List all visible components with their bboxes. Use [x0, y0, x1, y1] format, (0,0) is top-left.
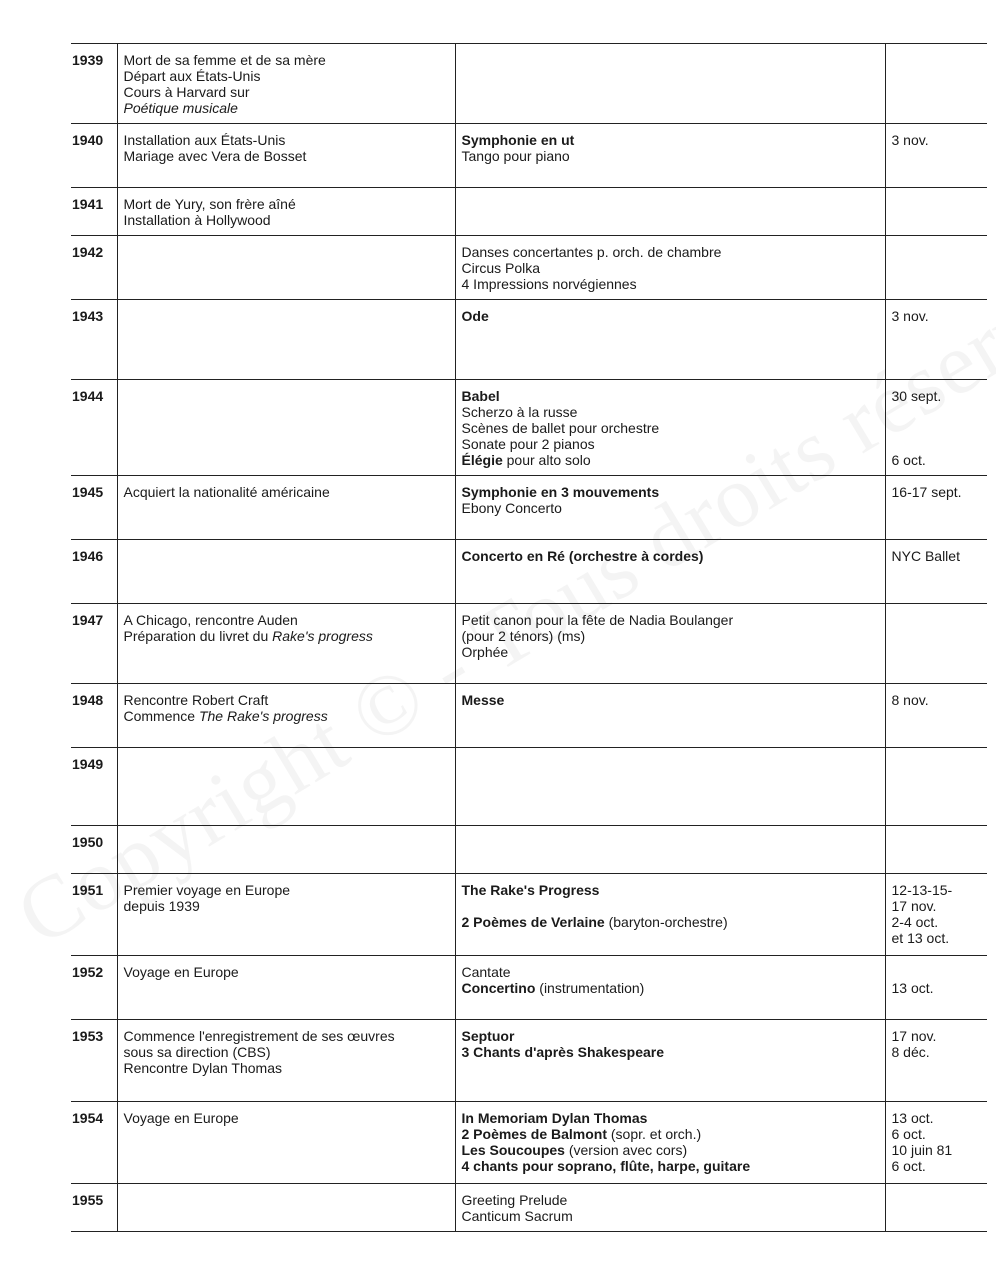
year-cell: 1946 [72, 548, 104, 564]
work-line [462, 548, 879, 564]
work-title: 4 chants pour soprano, flûte, harpe, guitare [461, 1158, 751, 1174]
works-cell [455, 380, 885, 476]
life-event-text: Mort de Yury, son frère aîné [123, 196, 296, 212]
work-title: Concerto en Ré (orchestre à cordes) [461, 548, 704, 564]
life-event-text: Installation aux États-Unis [123, 132, 286, 148]
premiere-dates-cell [885, 44, 987, 124]
life-events-cell [117, 826, 455, 874]
work-line [462, 644, 879, 660]
premiere-dates-cell [885, 236, 987, 300]
premiere-dates-cell [885, 540, 987, 604]
life-event-text: Installation à Hollywood [123, 212, 271, 228]
life-events-cell [117, 1102, 455, 1184]
year-cell: 1952 [72, 964, 104, 980]
premiere-date: 3 nov. [891, 132, 929, 148]
life-event-text: The Rake's progress [198, 708, 328, 724]
life-events-cell [117, 1184, 455, 1232]
premiere-date [892, 404, 982, 420]
life-events-cell [117, 236, 455, 300]
premiere-date: 16-17 sept. [891, 484, 962, 500]
premiere-dates-cell [885, 956, 987, 1020]
works-cell [455, 604, 885, 684]
life-event-text: Acquiert la nationalité américaine [123, 484, 330, 500]
life-events-cell [117, 44, 455, 124]
chronology-row [71, 236, 987, 300]
work-title: 3 Chants d'après Shakespeare [461, 1044, 665, 1060]
works-cell [455, 684, 885, 748]
work-line [462, 1142, 879, 1158]
life-event-text: Rake's progress [272, 628, 373, 644]
work-title: Septuor [461, 1028, 515, 1044]
life-event-line [124, 882, 449, 898]
work-line [462, 1028, 879, 1044]
premiere-date: 13 oct. [891, 1110, 934, 1126]
chronology-row [71, 476, 987, 540]
work-line [462, 1110, 879, 1126]
premiere-date: 12-13-15- [891, 882, 953, 898]
work-line [462, 1044, 879, 1060]
premiere-date: 6 oct. [891, 1158, 926, 1174]
premiere-date: 10 juin 81 [891, 1142, 953, 1158]
life-events-cell [117, 748, 455, 826]
work-line [462, 148, 879, 164]
chronology-body [71, 44, 987, 1232]
work-title: Symphonie en ut [461, 132, 575, 148]
life-event-text: Mort de sa femme et de sa mère [123, 52, 326, 68]
premiere-date [892, 420, 982, 436]
work-line [462, 1192, 879, 1208]
works-cell [455, 1020, 885, 1102]
chronology-row [71, 956, 987, 1020]
life-event-text: Cours à Harvard sur [123, 84, 250, 100]
work-line [462, 420, 879, 436]
premiere-date: 2-4 oct. [891, 914, 939, 930]
work-title: Les Soucoupes [461, 1142, 565, 1158]
life-event-line [124, 692, 449, 708]
work-line [462, 980, 879, 996]
year-cell: 1955 [72, 1192, 104, 1208]
work-line [462, 452, 879, 468]
premiere-date: 8 déc. [891, 1044, 930, 1060]
life-event-text: Rencontre Robert Craft [123, 692, 269, 708]
works-cell [455, 44, 885, 124]
life-event-line [124, 1110, 449, 1126]
life-events-cell [117, 380, 455, 476]
year-cell: 1944 [72, 388, 104, 404]
premiere-date: 30 sept. [891, 388, 942, 404]
work-line [462, 1126, 879, 1142]
life-event-line [124, 100, 449, 116]
life-event-text: Poétique musicale [123, 100, 238, 116]
work-line [462, 132, 879, 148]
work-line [462, 964, 879, 980]
chronology-row [71, 44, 987, 124]
work-text: pour alto solo [502, 452, 591, 468]
works-cell [455, 1102, 885, 1184]
premiere-date: NYC Ballet [891, 548, 960, 564]
work-text: Ebony Concerto [461, 500, 562, 516]
chronology-row [71, 604, 987, 684]
work-line [462, 612, 879, 628]
chronology-row [71, 188, 987, 236]
work-text: (sopr. et orch.) [607, 1126, 702, 1142]
work-text: (baryton-orchestre) [604, 914, 728, 930]
year-cell: 1940 [72, 132, 104, 148]
life-event-line [124, 52, 449, 68]
premiere-dates-cell [885, 300, 987, 380]
works-cell [455, 956, 885, 1020]
life-event-text: sous sa direction (CBS) [123, 1044, 271, 1060]
work-line [462, 484, 879, 500]
chronology-row [71, 1102, 987, 1184]
premiere-dates-cell [885, 188, 987, 236]
work-text: Greeting Prelude [461, 1192, 568, 1208]
work-line [462, 500, 879, 516]
work-line [462, 260, 879, 276]
work-title: 2 Poèmes de Balmont [461, 1126, 607, 1142]
premiere-dates-cell [885, 604, 987, 684]
year-cell: 1954 [72, 1110, 104, 1126]
premiere-date: 8 nov. [891, 692, 929, 708]
life-event-line [124, 1060, 449, 1076]
life-event-text: Rencontre Dylan Thomas [123, 1060, 282, 1076]
life-event-line [124, 612, 449, 628]
chronology-row [71, 748, 987, 826]
premiere-dates-cell [885, 874, 987, 956]
year-cell: 1943 [72, 308, 104, 324]
work-line [462, 388, 879, 404]
life-events-cell [117, 188, 455, 236]
work-line [462, 914, 879, 930]
work-line [462, 404, 879, 420]
year-cell: 1953 [72, 1028, 104, 1044]
works-cell [455, 124, 885, 188]
work-text: (instrumentation) [535, 980, 645, 996]
premiere-date: 17 nov. [891, 1028, 937, 1044]
life-event-line [124, 1028, 449, 1044]
life-event-text: Commence [123, 708, 199, 724]
work-text: Canticum Sacrum [461, 1208, 573, 1224]
work-text: Circus Polka [461, 260, 541, 276]
life-event-text: Mariage avec Vera de Bosset [123, 148, 307, 164]
year-cell: 1950 [72, 834, 104, 850]
work-line [462, 244, 879, 260]
work-title: The Rake's Progress [461, 882, 600, 898]
work-text: Sonate pour 2 pianos [461, 436, 595, 452]
life-events-cell [117, 540, 455, 604]
life-events-cell [117, 476, 455, 540]
life-event-text: Préparation du livret du [123, 628, 273, 644]
work-line [462, 436, 879, 452]
work-text: Tango pour piano [461, 148, 570, 164]
chronology-row [71, 1020, 987, 1102]
chronology-table [71, 43, 987, 1232]
premiere-dates-cell [885, 380, 987, 476]
premiere-dates-cell [885, 1184, 987, 1232]
works-cell [455, 748, 885, 826]
work-line [462, 692, 879, 708]
life-event-line [124, 196, 449, 212]
work-title: Messe [461, 692, 505, 708]
works-cell [455, 826, 885, 874]
work-text: Petit canon pour la fête de Nadia Boulanger [461, 612, 734, 628]
work-line [462, 308, 879, 324]
life-event-line [124, 708, 449, 724]
premiere-dates-cell [885, 684, 987, 748]
chronology-row [71, 124, 987, 188]
work-line [462, 628, 879, 644]
life-event-line [124, 1044, 449, 1060]
life-event-text: Départ aux États-Unis [123, 68, 261, 84]
works-cell [455, 236, 885, 300]
work-title: In Memoriam Dylan Thomas [461, 1110, 648, 1126]
life-event-line [124, 898, 449, 914]
work-title: Concertino [461, 980, 536, 996]
work-text: Danses concertantes p. orch. de chambre [461, 244, 722, 260]
life-event-line [124, 484, 449, 500]
premiere-date: et 13 oct. [891, 930, 950, 946]
premiere-date: 6 oct. [891, 452, 926, 468]
year-cell: 1941 [72, 196, 104, 212]
life-event-line [124, 132, 449, 148]
works-cell [455, 300, 885, 380]
work-text: (version avec cors) [564, 1142, 688, 1158]
chronology-row [71, 874, 987, 956]
life-events-cell [117, 956, 455, 1020]
life-event-line [124, 964, 449, 980]
work-title: Babel [461, 388, 500, 404]
works-cell [455, 874, 885, 956]
premiere-date: 3 nov. [891, 308, 929, 324]
life-event-line [124, 628, 449, 644]
work-title: Élégie [461, 452, 503, 468]
premiere-date: 13 oct. [891, 980, 934, 996]
work-title: Symphonie en 3 mouvements [461, 484, 660, 500]
chronology-row [71, 300, 987, 380]
premiere-dates-cell [885, 124, 987, 188]
year-cell: 1945 [72, 484, 104, 500]
life-event-line [124, 212, 449, 228]
work-text: Orphée [461, 644, 509, 660]
works-cell [455, 188, 885, 236]
premiere-dates-cell [885, 826, 987, 874]
work-text: Cantate [461, 964, 511, 980]
life-events-cell [117, 300, 455, 380]
life-event-line [124, 84, 449, 100]
work-text: Scherzo à la russe [461, 404, 578, 420]
work-line [462, 882, 879, 898]
work-line [462, 1158, 879, 1174]
year-cell: 1947 [72, 612, 104, 628]
life-event-text: Voyage en Europe [123, 964, 239, 980]
life-events-cell [117, 1020, 455, 1102]
life-event-text: Commence l'enregistrement de ses œuvres [123, 1028, 395, 1044]
life-event-line [124, 148, 449, 164]
year-cell: 1939 [72, 52, 104, 68]
chronology-row [71, 826, 987, 874]
work-line [462, 276, 879, 292]
chronology-row [71, 684, 987, 748]
work-text: (pour 2 ténors) (ms) [461, 628, 586, 644]
work-line [462, 1208, 879, 1224]
work-text: 4 Impressions norvégiennes [461, 276, 637, 292]
life-event-text: depuis 1939 [123, 898, 200, 914]
chronology-row [71, 540, 987, 604]
premiere-date: 17 nov. [891, 898, 937, 914]
premiere-date [892, 436, 982, 452]
life-event-line [124, 68, 449, 84]
work-text: Scènes de ballet pour orchestre [461, 420, 660, 436]
work-line [462, 898, 879, 914]
life-event-text: Voyage en Europe [123, 1110, 239, 1126]
year-cell: 1948 [72, 692, 104, 708]
life-events-cell [117, 684, 455, 748]
life-event-text: Premier voyage en Europe [123, 882, 291, 898]
life-events-cell [117, 124, 455, 188]
works-cell [455, 540, 885, 604]
premiere-dates-cell [885, 476, 987, 540]
chronology-row [71, 1184, 987, 1232]
year-cell: 1951 [72, 882, 104, 898]
life-event-text: A Chicago, rencontre Auden [123, 612, 298, 628]
premiere-date: 6 oct. [891, 1126, 926, 1142]
works-cell [455, 1184, 885, 1232]
chronology-row [71, 380, 987, 476]
work-title: 2 Poèmes de Verlaine [461, 914, 605, 930]
premiere-dates-cell [885, 1020, 987, 1102]
year-cell: 1949 [72, 756, 104, 772]
year-cell: 1942 [72, 244, 104, 260]
life-events-cell [117, 874, 455, 956]
premiere-dates-cell [885, 748, 987, 826]
work-title: Ode [461, 308, 489, 324]
premiere-dates-cell [885, 1102, 987, 1184]
premiere-date [892, 964, 982, 980]
works-cell [455, 476, 885, 540]
life-events-cell [117, 604, 455, 684]
